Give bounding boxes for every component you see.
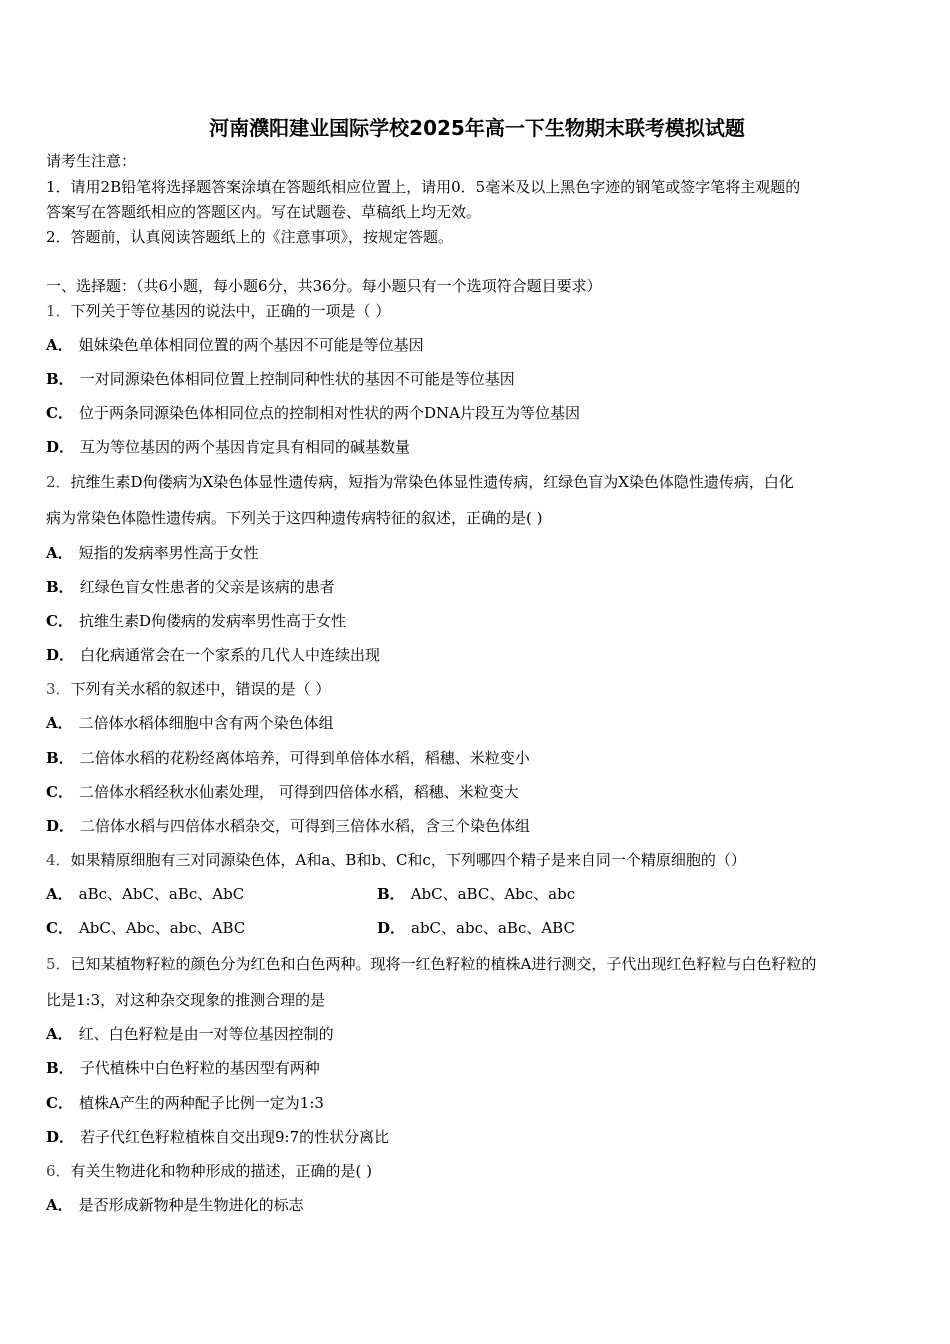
q3-option-d (46, 816, 530, 836)
option-text: 若子代红色籽粒植株自交出现9:7的性状分离比 (80, 1128, 390, 1146)
option-label: D． (46, 646, 75, 664)
option-text: 二倍体水稻经秋水仙素处理， 可得到四倍体水稻，稻穗、米粒变大 (78, 783, 519, 801)
option-label: B． (46, 370, 74, 388)
option-label: A． (46, 1196, 73, 1214)
q5-option-a (46, 1024, 334, 1044)
question-text: 下列有关水稻的叙述中，错误的是（ ） (70, 680, 331, 698)
option-label: A． (46, 714, 73, 732)
q2-option-d (46, 645, 380, 665)
question-number: 4． (46, 851, 71, 869)
question-number: 1． (46, 302, 71, 320)
option-text: 姐妹染色单体相同位置的两个基因不可能是等位基因 (78, 336, 424, 354)
q1-option-a (46, 335, 424, 355)
option-text: AbC、Abc、abc、ABC (78, 919, 246, 937)
option-text: 一对同源染色体相同位置上控制同种性状的基因不可能是等位基因 (79, 370, 515, 388)
question-6-stem (46, 1161, 372, 1181)
question-4-stem (46, 850, 746, 870)
section-heading: 一、选择题：（共6小题，每小题6分，共36分。每小题只有一个选项符合题目要求） (46, 277, 602, 295)
option-label: D． (46, 1128, 75, 1146)
notice-heading: 请考生注意： (46, 152, 137, 170)
question-text: 下列关于等位基因的说法中，正确的一项是（ ） (70, 302, 391, 320)
q2-option-a (46, 543, 259, 563)
question-text: 有关生物进化和物种形成的描述，正确的是( ) (70, 1162, 373, 1180)
option-label: D． (377, 919, 406, 937)
exam-title: 河南濮阳建业国际学校2025年高一下生物期末联考模拟试题 (209, 116, 745, 140)
option-text: aBc、AbC、aBc、AbC (78, 885, 245, 903)
q1-option-b (46, 369, 515, 389)
option-label: A． (46, 544, 73, 562)
option-text: AbC、aBC、Abc、abc (410, 885, 576, 903)
option-label: D． (46, 817, 75, 835)
q3-option-a (46, 713, 334, 733)
option-label: C． (46, 1094, 73, 1112)
option-text: 抗维生素D佝偻病的发病率男性高于女性 (78, 612, 346, 630)
question-3-stem (46, 679, 330, 699)
q4-options-row-2 (46, 918, 908, 938)
question-1-stem (46, 301, 390, 321)
q5-option-d (46, 1127, 389, 1147)
option-label: A． (46, 1025, 73, 1043)
question-text: 抗维生素D佝偻病为X染色体显性遗传病，短指为常染色体显性遗传病，红绿色盲为X染色体隐性遗传病，白化 (70, 473, 794, 491)
question-5-stem-cont: 比是1:3，对这种杂交现象的推测合理的是 (46, 991, 326, 1009)
question-text: 如果精原细胞有三对同源染色体，A和a、B和b、C和c，下列哪四个精子是来自同一个精原细胞的（） (70, 851, 746, 869)
q1-option-d (46, 437, 410, 457)
q5-option-c (46, 1093, 324, 1113)
q1-option-c (46, 403, 580, 423)
q3-option-c (46, 782, 519, 802)
option-text: 植株A产生的两种配子比例一定为1:3 (78, 1094, 324, 1112)
option-text: 红、白色籽粒是由一对等位基因控制的 (78, 1025, 334, 1043)
option-text: 互为等位基因的两个基因肯定具有相同的碱基数量 (80, 438, 411, 456)
option-label: B． (377, 885, 405, 903)
option-label: B． (46, 749, 74, 767)
question-2-stem (46, 472, 794, 492)
q4-option-d (377, 918, 575, 938)
option-text: 二倍体水稻与四倍体水稻杂交，可得到三倍体水稻，含三个染色体组 (80, 817, 531, 835)
question-2-stem-cont: 病为常染色体隐性遗传病。下列关于这四种遗传病特征的叙述，正确的是( ) (46, 509, 543, 527)
option-text: 二倍体水稻体细胞中含有两个染色体组 (78, 714, 334, 732)
option-text: 位于两条同源染色体相同位点的控制相对性状的两个DNA片段互为等位基因 (78, 404, 580, 422)
option-text: 短指的发病率男性高于女性 (78, 544, 259, 562)
q2-option-c (46, 611, 346, 631)
question-number: 3． (46, 680, 71, 698)
option-text: 二倍体水稻的花粉经离体培养，可得到单倍体水稻，稻穗、米粒变小 (79, 749, 530, 767)
option-label: A． (46, 336, 73, 354)
notice-item-2: 2．答题前，认真阅读答题纸上的《注意事项》，按规定答题。 (46, 228, 454, 246)
q3-option-b (46, 748, 530, 768)
option-text: 子代植株中白色籽粒的基因型有两种 (79, 1059, 320, 1077)
option-label: D． (46, 438, 75, 456)
q5-option-b (46, 1058, 320, 1078)
q4-option-b (377, 884, 575, 904)
option-label: C． (46, 404, 73, 422)
notice-item-1-cont: 答案写在答题纸相应的答题区内。写在试题卷、草稿纸上均无效。 (46, 203, 482, 221)
option-text: abC、abc、aBc、ABC (411, 919, 575, 937)
option-text: 红绿色盲女性患者的父亲是该病的患者 (79, 578, 335, 596)
option-text: 白化病通常会在一个家系的几代人中连续出现 (80, 646, 381, 664)
option-text: 是否形成新物种是生物进化的标志 (78, 1196, 304, 1214)
option-label: C． (46, 783, 73, 801)
question-number: 6． (46, 1162, 71, 1180)
q2-option-b (46, 577, 335, 597)
option-label: A． (46, 885, 73, 903)
option-label: C． (46, 919, 73, 937)
option-label: C． (46, 612, 73, 630)
question-text: 已知某植物籽粒的颜色分为红色和白色两种。现将一红色籽粒的植株A进行测交，子代出现红色籽粒与白色籽粒的 (70, 955, 817, 973)
option-label: B． (46, 578, 74, 596)
q6-option-a (46, 1195, 304, 1215)
question-number: 5． (46, 955, 71, 973)
option-label: B． (46, 1059, 74, 1077)
q4-options-row-1 (46, 884, 908, 904)
notice-item-1: 1．请用2B铅笔将选择题答案涂填在答题纸相应位置上，请用0．5毫米及以上黑色字迹的钢笔或签字笔将主观题的 (46, 178, 801, 196)
question-5-stem (46, 954, 816, 974)
question-number: 2． (46, 473, 71, 491)
